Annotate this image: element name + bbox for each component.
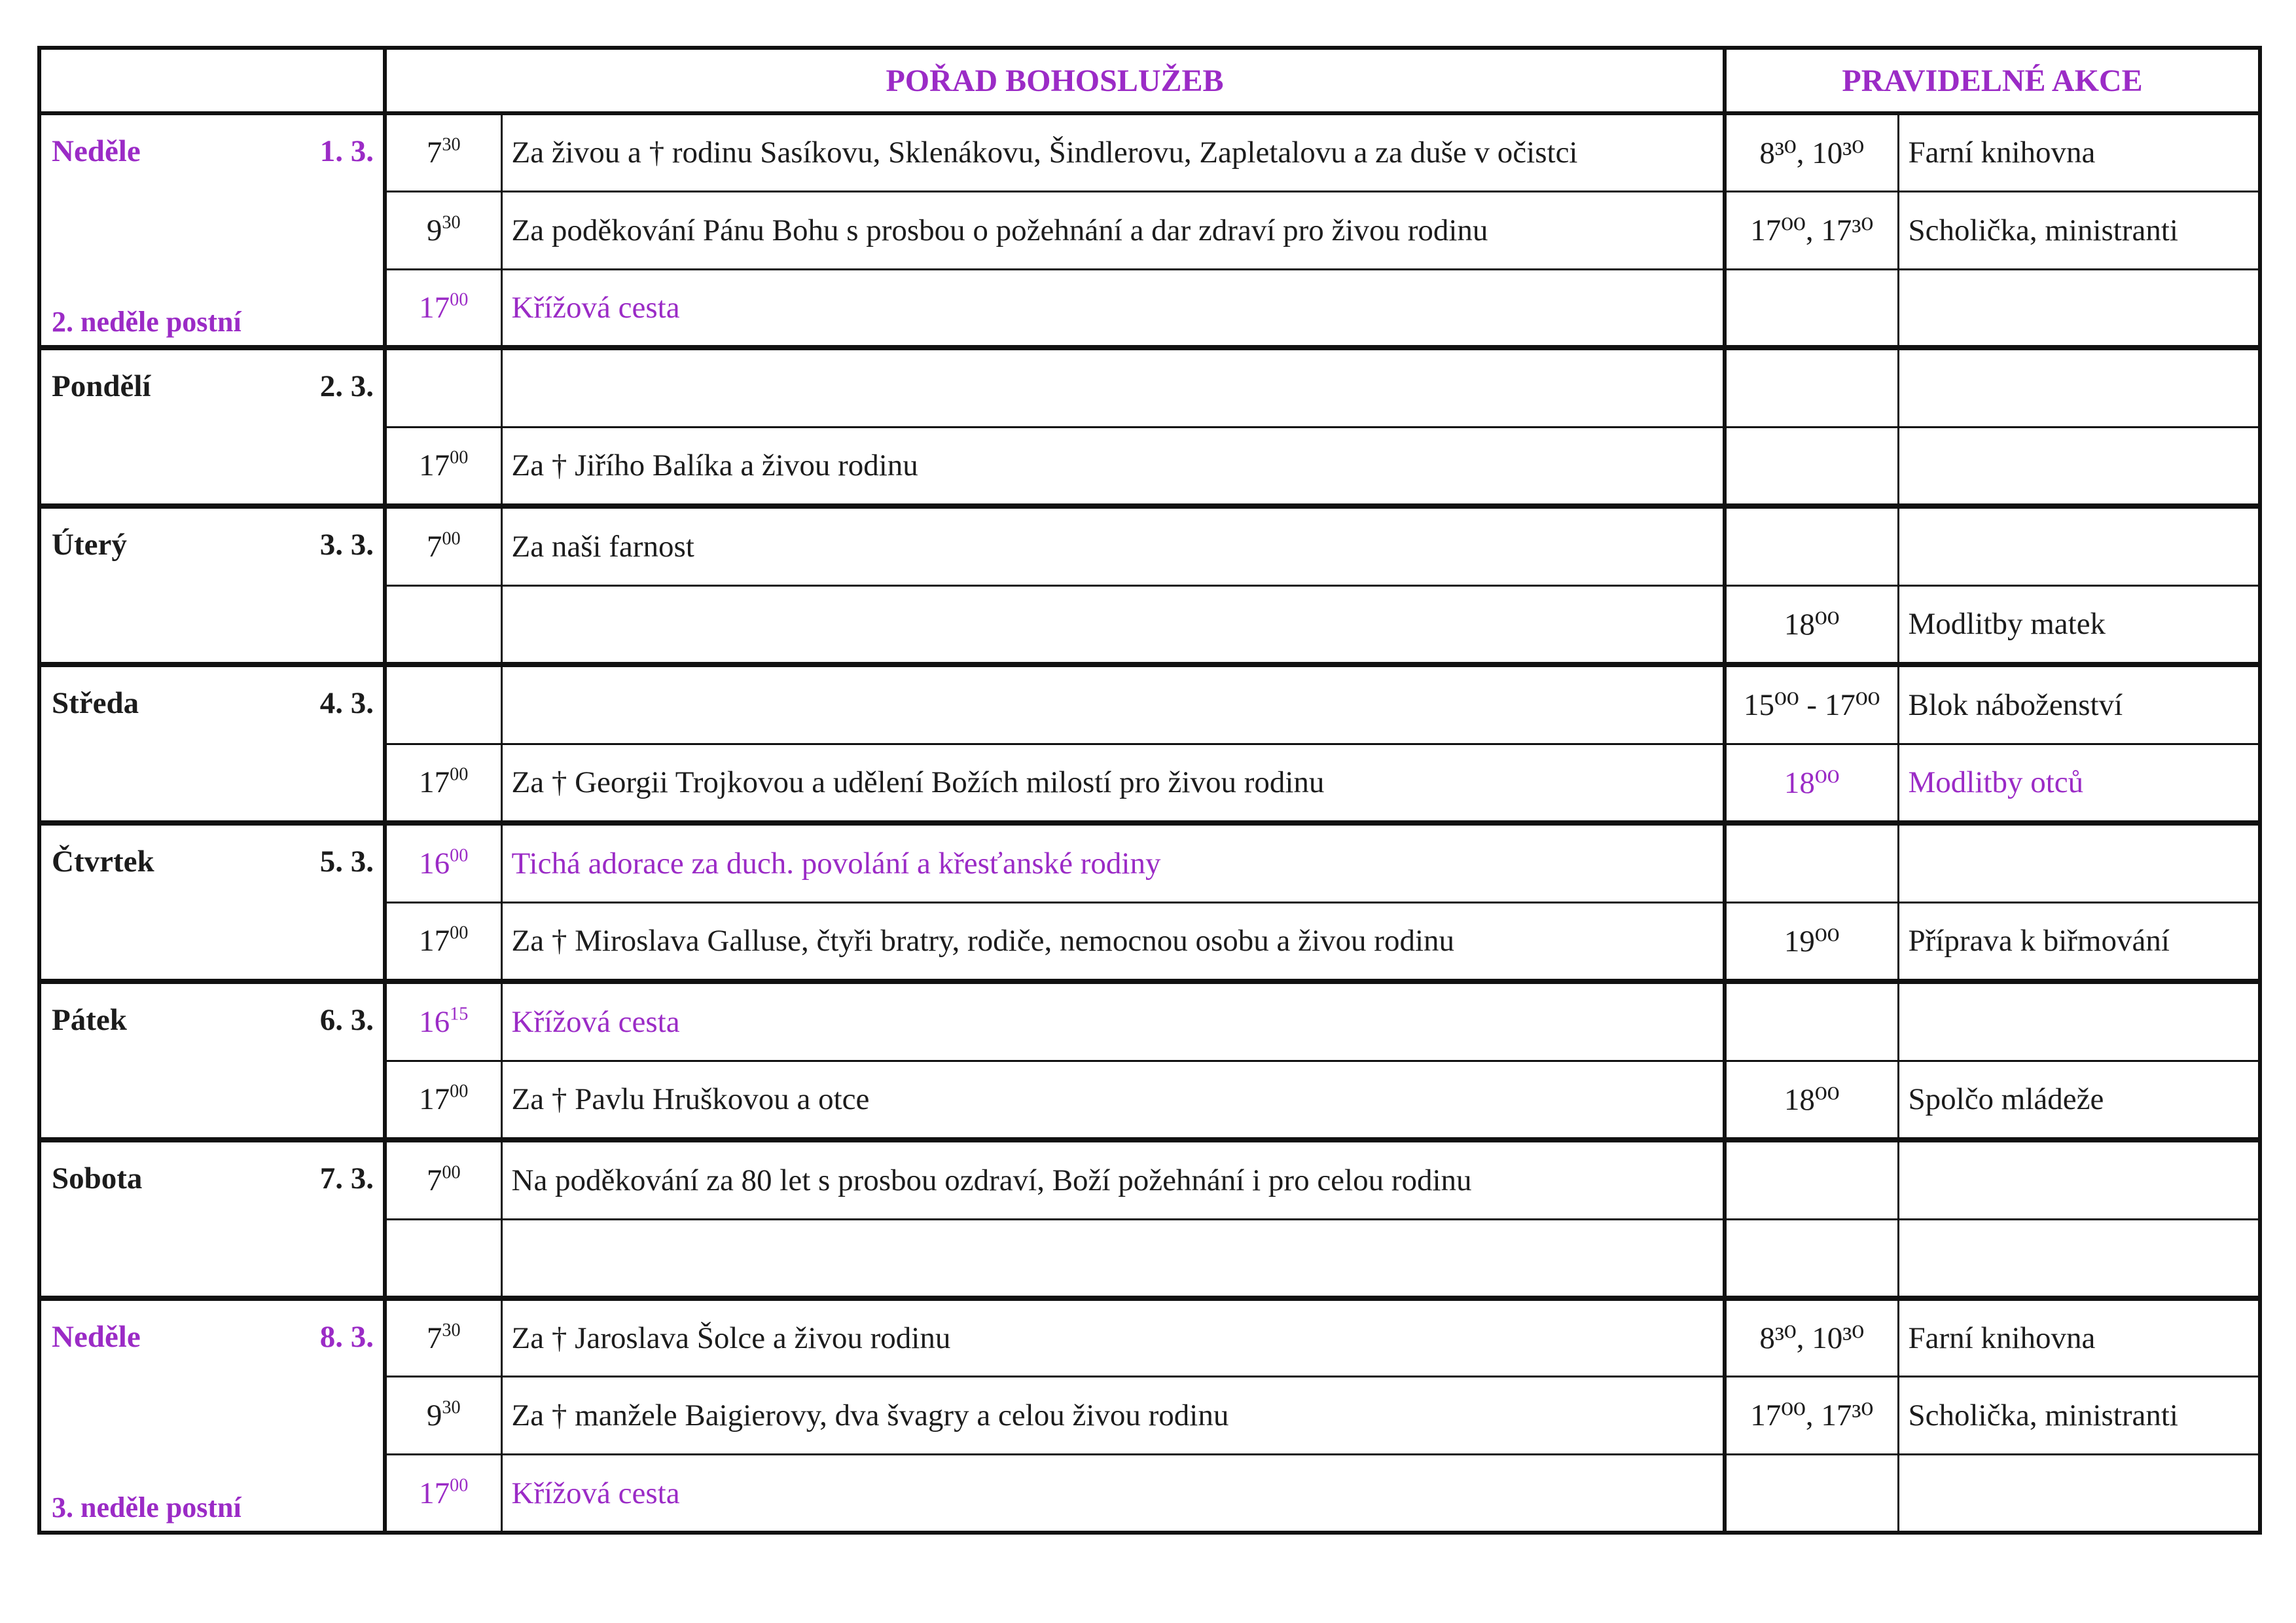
mass-intention: Za † manžele Baigierovy, dva švagry a celou živou rodinu — [501, 1376, 1725, 1454]
event-time — [1725, 348, 1898, 427]
mass-time-hour: 9 — [426, 1398, 442, 1432]
mass-time-minutes: 00 — [450, 922, 469, 943]
event-name: Scholička, ministranti — [1898, 191, 2260, 269]
day-cell — [39, 981, 385, 1140]
mass-time-hour: 17 — [419, 765, 450, 800]
mass-time — [385, 270, 501, 348]
schedule-table — [37, 46, 2262, 1535]
event-time — [1725, 1455, 1898, 1533]
mass-time-minutes: 30 — [442, 1397, 461, 1418]
event-time — [1725, 506, 1898, 585]
mass-time — [385, 1376, 501, 1454]
event-name — [1898, 981, 2260, 1061]
day-date: 4. 3. — [319, 686, 374, 720]
mass-intention: Za † Pavlu Hruškovou a otce — [501, 1061, 1725, 1140]
mass-intention: Křížová cesta — [501, 270, 1725, 348]
mass-time — [385, 981, 501, 1061]
event-time: 18⁰⁰ — [1725, 1061, 1898, 1140]
day-name: Neděle — [52, 134, 141, 168]
mass-time-hour: 17 — [419, 448, 450, 483]
day-date: 2. 3. — [319, 369, 374, 403]
masses-heading: POŘAD BOHOSLUŽEB — [385, 48, 1725, 113]
mass-time — [385, 191, 501, 269]
mass-time — [385, 506, 501, 585]
event-name — [1898, 1140, 2260, 1219]
event-time — [1725, 981, 1898, 1061]
schedule-row — [39, 981, 2260, 1061]
day-cell — [39, 1140, 385, 1298]
schedule-row — [39, 1140, 2260, 1219]
mass-time — [385, 585, 501, 665]
day-cell — [39, 665, 385, 823]
day-date: 7. 3. — [319, 1161, 374, 1195]
day-date: 3. 3. — [319, 528, 374, 562]
mass-time-minutes: 00 — [450, 764, 469, 785]
mass-time-minutes: 30 — [442, 212, 461, 233]
mass-time — [385, 744, 501, 823]
mass-time — [385, 665, 501, 744]
event-time: 15⁰⁰ - 17⁰⁰ — [1725, 665, 1898, 744]
mass-time-hour: 17 — [419, 924, 450, 958]
mass-time-hour: 17 — [419, 291, 450, 325]
mass-time — [385, 1061, 501, 1140]
mass-time-minutes: 15 — [450, 1004, 469, 1025]
mass-intention: Za † Jiřího Balíka a živou rodinu — [501, 427, 1725, 506]
event-name — [1898, 1455, 2260, 1533]
day-note: 2. neděle postní — [52, 306, 242, 338]
event-time: 17⁰⁰, 17³⁰ — [1725, 1376, 1898, 1454]
event-name — [1898, 823, 2260, 902]
mass-time-hour: 7 — [426, 529, 442, 564]
header-row — [39, 48, 2260, 113]
event-name: Farní knihovna — [1898, 113, 2260, 191]
mass-intention: Za † Georgii Trojkovou a udělení Božích milostí pro živou rodinu — [501, 744, 1725, 823]
day-date: 1. 3. — [319, 134, 374, 168]
day-date: 6. 3. — [319, 1003, 374, 1037]
event-time — [1725, 823, 1898, 902]
mass-time — [385, 1298, 501, 1376]
day-date: 5. 3. — [319, 845, 374, 879]
mass-time-minutes: 00 — [450, 447, 469, 468]
mass-time-minutes: 30 — [442, 1320, 461, 1341]
mass-intention: Za poděkování Pánu Bohu s prosbou o požehnání a dar zdraví pro živou rodinu — [501, 191, 1725, 269]
mass-time — [385, 902, 501, 981]
event-name: Příprava k biřmování — [1898, 902, 2260, 981]
mass-time — [385, 1455, 501, 1533]
mass-time-minutes: 00 — [450, 845, 469, 866]
mass-time-hour: 7 — [426, 1321, 442, 1355]
mass-intention: Na poděkování za 80 let s prosbou ozdraví, Boží požehnání i pro celou rodinu — [501, 1140, 1725, 1219]
mass-intention: Křížová cesta — [501, 981, 1725, 1061]
day-name: Středa — [52, 686, 139, 720]
day-date: 8. 3. — [319, 1320, 374, 1354]
event-time — [1725, 270, 1898, 348]
mass-intention: Tichá adorace za duch. povolání a křesťanské rodiny — [501, 823, 1725, 902]
event-name — [1898, 1219, 2260, 1298]
event-time: 18⁰⁰ — [1725, 585, 1898, 665]
event-name: Scholička, ministranti — [1898, 1376, 2260, 1454]
events-heading: PRAVIDELNÉ AKCE — [1725, 48, 2260, 113]
mass-intention — [501, 348, 1725, 427]
event-name — [1898, 270, 2260, 348]
mass-intention — [501, 665, 1725, 744]
mass-time-hour: 17 — [419, 1476, 450, 1510]
mass-time — [385, 1219, 501, 1298]
schedule-row — [39, 665, 2260, 744]
event-name: Farní knihovna — [1898, 1298, 2260, 1376]
mass-time-hour: 9 — [426, 213, 442, 247]
schedule-row — [39, 1298, 2260, 1376]
day-name: Pátek — [52, 1003, 127, 1037]
schedule-row — [39, 113, 2260, 191]
mass-intention: Za naši farnost — [501, 506, 1725, 585]
event-time — [1725, 427, 1898, 506]
event-time: 8³⁰, 10³⁰ — [1725, 113, 1898, 191]
event-name — [1898, 427, 2260, 506]
day-cell — [39, 113, 385, 348]
day-cell — [39, 348, 385, 506]
event-time: 8³⁰, 10³⁰ — [1725, 1298, 1898, 1376]
event-time: 19⁰⁰ — [1725, 902, 1898, 981]
day-note: 3. neděle postní — [52, 1491, 242, 1523]
mass-time — [385, 823, 501, 902]
mass-time — [385, 113, 501, 191]
header-empty-cell — [39, 48, 385, 113]
mass-time-minutes: 30 — [442, 135, 461, 156]
event-name — [1898, 506, 2260, 585]
event-time — [1725, 1140, 1898, 1219]
schedule-row — [39, 506, 2260, 585]
mass-time — [385, 1140, 501, 1219]
day-cell — [39, 1298, 385, 1533]
event-name: Modlitby otců — [1898, 744, 2260, 823]
mass-time-hour: 7 — [426, 136, 442, 170]
mass-intention — [501, 585, 1725, 665]
event-time — [1725, 1219, 1898, 1298]
day-name: Čtvrtek — [52, 845, 154, 879]
mass-time-minutes: 00 — [450, 1081, 469, 1102]
event-name: Spolčo mládeže — [1898, 1061, 2260, 1140]
mass-time — [385, 348, 501, 427]
mass-time-minutes: 00 — [442, 528, 461, 549]
event-name: Blok náboženství — [1898, 665, 2260, 744]
mass-intention: Křížová cesta — [501, 1455, 1725, 1533]
day-cell — [39, 823, 385, 981]
mass-time-hour: 16 — [419, 846, 450, 881]
mass-time-minutes: 00 — [450, 289, 469, 310]
mass-time-hour: 16 — [419, 1004, 450, 1039]
mass-time-hour: 17 — [419, 1082, 450, 1117]
mass-intention: Za živou a † rodinu Sasíkovu, Sklenákovu, Šindlerovu, Zapletalovu a za duše v očistci — [501, 113, 1725, 191]
event-time: 18⁰⁰ — [1725, 744, 1898, 823]
day-name: Neděle — [52, 1320, 141, 1354]
mass-time-minutes: 00 — [442, 1162, 461, 1183]
mass-intention: Za † Miroslava Galluse, čtyři bratry, rodiče, nemocnou osobu a živou rodinu — [501, 902, 1725, 981]
mass-intention: Za † Jaroslava Šolce a živou rodinu — [501, 1298, 1725, 1376]
schedule-row — [39, 348, 2260, 427]
schedule-body — [39, 113, 2260, 1533]
event-name: Modlitby matek — [1898, 585, 2260, 665]
schedule-row — [39, 823, 2260, 902]
day-name: Sobota — [52, 1161, 143, 1195]
mass-time — [385, 427, 501, 506]
event-time: 17⁰⁰, 17³⁰ — [1725, 191, 1898, 269]
mass-time-hour: 7 — [426, 1163, 442, 1197]
event-name — [1898, 348, 2260, 427]
mass-time-minutes: 00 — [450, 1475, 469, 1496]
day-name: Úterý — [52, 528, 127, 562]
mass-intention — [501, 1219, 1725, 1298]
day-name: Pondělí — [52, 369, 151, 403]
day-cell — [39, 506, 385, 665]
